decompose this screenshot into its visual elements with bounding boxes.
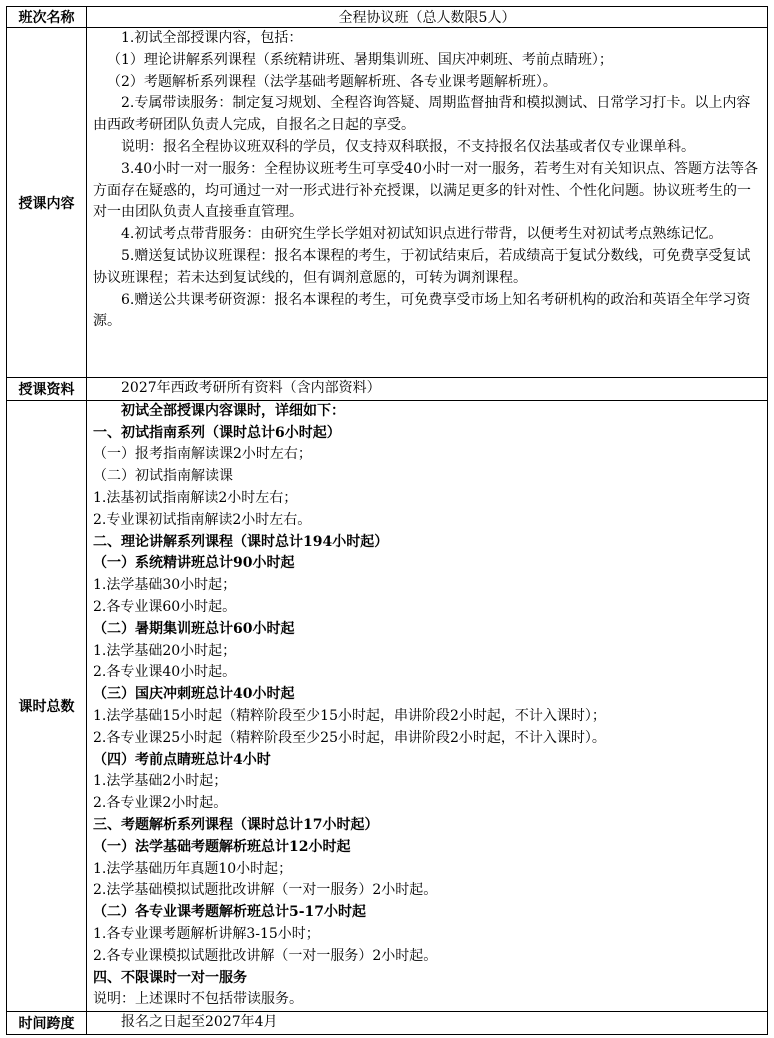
hours-line: 一、初试指南系列（课时总计6小时起） — [93, 424, 341, 441]
materials-content — [87, 378, 768, 401]
materials-text: 2027年西政考研所有资料（含内部资料） — [121, 380, 381, 396]
timespan-text: 报名之日起至2027年4月 — [121, 1014, 278, 1031]
teaching-row — [7, 28, 768, 378]
hours-line: （二）各专业课考题解析班总计5-17小时起 — [93, 904, 367, 921]
teaching-line: 4.初试考点带背服务：由研究生学长学姐对初试知识点进行带背，以便考生对初试考点熟练记忆。 — [121, 226, 723, 243]
hours-line: 1.法基初试指南解读2小时左右； — [93, 489, 298, 506]
course-table — [6, 6, 768, 1035]
teaching-content — [87, 28, 768, 378]
timespan-label: 时间跨度 — [7, 1012, 87, 1035]
hours-line: 2.法学基础模拟试题批改讲解（一对一服务）2小时起。 — [93, 882, 438, 899]
teaching-line: 3.40小时一对一服务：全程协议班考生可享受40小时一对一服务，若考生对有关知识点、答题方法等各方面存在疑惑的，均可通过一对一形式进行补充授课，以满足更多的针对性、个性化问题。协议班考生的一对一由团队负责人直接垂直管理。 — [93, 160, 758, 221]
hours-line: 三、考题解析系列课程（课时总计17小时起） — [93, 816, 379, 833]
teaching-line: （2）考题解析系列课程（法学基础考题解析班、各专业课考题解析班）。 — [107, 73, 557, 90]
hours-line: 说明：上述课时不包括带读服务。 — [93, 991, 303, 1008]
teaching-label: 授课内容 — [7, 28, 87, 378]
hours-line: （四）考前点睛班总计4小时 — [93, 751, 271, 768]
hours-content — [87, 400, 768, 1011]
materials-row — [7, 378, 768, 401]
teaching-line: 5.赠送复试协议班课程：报名本课程的考生，于初试结束后，若成绩高于复试分数线，可免费享受复试协议班课程；若未达到复试线的，但有调剂意愿的，可转为调剂课程。 — [93, 247, 751, 286]
hours-line: 2.各专业课60小时起。 — [93, 598, 237, 615]
hours-line: 2.各专业课40小时起。 — [93, 664, 237, 681]
teaching-line: 说明：报名全程协议班双科的学员，仅支持双科联报，不支持报名仅法基或者仅专业课单科。 — [121, 138, 695, 155]
hours-line: 1.法学基础30小时起； — [93, 577, 237, 594]
materials-label: 授课资料 — [7, 378, 87, 401]
hours-line: （一）法学基础考题解析班总计12小时起 — [93, 838, 351, 855]
hours-line: （二）初试指南解读课 — [93, 468, 233, 485]
header-label: 班次名称 — [7, 7, 87, 28]
hours-line: 2.各专业课模拟试题批改讲解（一对一服务）2小时起。 — [93, 947, 438, 964]
teaching-line: 2.专属带读服务：制定复习规划、全程咨询答疑、周期监督抽背和模拟测试、日常学习打卡。以上内容由西政考研团队负责人完成，自报名之日起的享受。 — [93, 95, 751, 134]
hours-line: （三）国庆冲刺班总计40小时起 — [93, 686, 295, 703]
hours-line: 2.各专业课2小时起。 — [93, 795, 228, 812]
hours-line: 1.法学基础2小时起； — [93, 773, 228, 790]
teaching-line: （1）理论讲解系列课程（系统精讲班、暑期集训班、国庆冲刺班、考前点睛班）； — [107, 51, 613, 68]
hours-line: （二）暑期集训班总计60小时起 — [93, 620, 295, 637]
hours-line: 1.法学基础历年真题10小时起； — [93, 860, 293, 877]
hours-row — [7, 400, 768, 1011]
hours-line: 1.法学基础15小时起（精粹阶段至少15小时起，串讲阶段2小时起，不计入课时）； — [93, 707, 606, 724]
timespan-content — [87, 1012, 768, 1035]
class-title: 全程协议班（总人数限5人） — [87, 7, 768, 28]
hours-line: 2.专业课初试指南解读2小时左右。 — [93, 511, 312, 528]
hours-line: （一）系统精讲班总计90小时起 — [93, 555, 295, 572]
hours-label: 课时总数 — [7, 400, 87, 1011]
timespan-row — [7, 1012, 768, 1035]
teaching-line: 1.初试全部授课内容，包括： — [121, 30, 303, 46]
teaching-line: 6.赠送公共课考研资源：报名本课程的考生，可免费享受市场上知名考研机构的政治和英语全年学习资源。 — [93, 291, 751, 330]
hours-line: 1.法学基础20小时起； — [93, 642, 237, 659]
header-row — [7, 7, 768, 28]
hours-line: 二、理论讲解系列课程（课时总计194小时起） — [93, 533, 389, 550]
hours-line: 四、不限课时一对一服务 — [93, 969, 247, 986]
hours-line: 初试全部授课内容课时，详细如下： — [121, 402, 345, 419]
hours-line: （一）报考指南解读课2小时左右； — [93, 446, 312, 463]
hours-line: 2.各专业课25小时起（精粹阶段至少25小时起，串讲阶段2小时起，不计入课时）。 — [93, 729, 606, 746]
hours-line: 1.各专业课考题解析讲解3-15小时； — [93, 925, 320, 942]
